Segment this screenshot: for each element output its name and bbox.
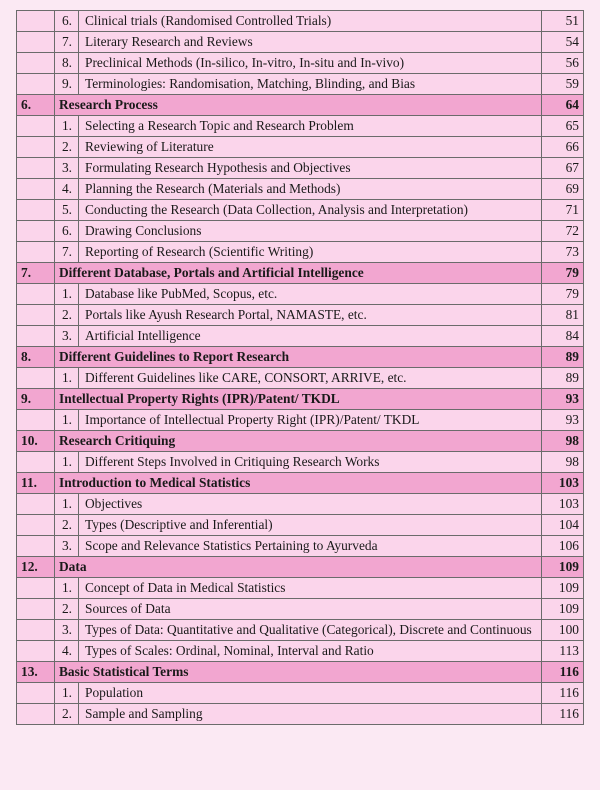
section-number: 8. bbox=[17, 347, 55, 368]
indent-cell bbox=[17, 221, 55, 242]
subsection-title: Drawing Conclusions bbox=[79, 221, 542, 242]
subsection-page: 54 bbox=[542, 32, 584, 53]
subsection-page: 106 bbox=[542, 536, 584, 557]
subsection-page: 67 bbox=[542, 158, 584, 179]
subsection-title: Sources of Data bbox=[79, 599, 542, 620]
subsection-number: 3. bbox=[55, 158, 79, 179]
section-page: 89 bbox=[542, 347, 584, 368]
section-number: 13. bbox=[17, 662, 55, 683]
section-page: 109 bbox=[542, 557, 584, 578]
indent-cell bbox=[17, 242, 55, 263]
toc-subsection-row bbox=[17, 620, 584, 641]
toc-subsection-row bbox=[17, 11, 584, 32]
subsection-page: 51 bbox=[542, 11, 584, 32]
subsection-title: Formulating Research Hypothesis and Objectives bbox=[79, 158, 542, 179]
subsection-number: 2. bbox=[55, 305, 79, 326]
indent-cell bbox=[17, 137, 55, 158]
toc-subsection-row bbox=[17, 410, 584, 431]
toc-subsection-row bbox=[17, 179, 584, 200]
subsection-title: Types of Data: Quantitative and Qualitative (Categorical), Discrete and Continuous bbox=[79, 620, 542, 641]
subsection-title: Types of Scales: Ordinal, Nominal, Interval and Ratio bbox=[79, 641, 542, 662]
indent-cell bbox=[17, 599, 55, 620]
toc-subsection-row bbox=[17, 494, 584, 515]
subsection-page: 93 bbox=[542, 410, 584, 431]
subsection-number: 7. bbox=[55, 242, 79, 263]
section-number: 7. bbox=[17, 263, 55, 284]
toc-section-row bbox=[17, 389, 584, 410]
toc-subsection-row bbox=[17, 116, 584, 137]
section-title: Introduction to Medical Statistics bbox=[55, 473, 542, 494]
subsection-title: Clinical trials (Randomised Controlled Trials) bbox=[79, 11, 542, 32]
toc-subsection-row bbox=[17, 515, 584, 536]
subsection-title: Terminologies: Randomisation, Matching, Blinding, and Bias bbox=[79, 74, 542, 95]
toc-subsection-row bbox=[17, 305, 584, 326]
subsection-page: 89 bbox=[542, 368, 584, 389]
toc-section-row bbox=[17, 557, 584, 578]
subsection-title: Types (Descriptive and Inferential) bbox=[79, 515, 542, 536]
subsection-title: Different Guidelines like CARE, CONSORT, ARRIVE, etc. bbox=[79, 368, 542, 389]
subsection-number: 2. bbox=[55, 599, 79, 620]
subsection-page: 71 bbox=[542, 200, 584, 221]
subsection-title: Database like PubMed, Scopus, etc. bbox=[79, 284, 542, 305]
indent-cell bbox=[17, 641, 55, 662]
indent-cell bbox=[17, 305, 55, 326]
indent-cell bbox=[17, 536, 55, 557]
subsection-page: 72 bbox=[542, 221, 584, 242]
toc-body bbox=[17, 11, 584, 725]
subsection-page: 116 bbox=[542, 704, 584, 725]
subsection-title: Different Steps Involved in Critiquing Research Works bbox=[79, 452, 542, 473]
subsection-title: Reporting of Research (Scientific Writing) bbox=[79, 242, 542, 263]
toc-subsection-row bbox=[17, 137, 584, 158]
subsection-page: 113 bbox=[542, 641, 584, 662]
section-page: 98 bbox=[542, 431, 584, 452]
subsection-page: 100 bbox=[542, 620, 584, 641]
indent-cell bbox=[17, 116, 55, 137]
toc-subsection-row bbox=[17, 683, 584, 704]
subsection-number: 1. bbox=[55, 368, 79, 389]
indent-cell bbox=[17, 410, 55, 431]
subsection-number: 1. bbox=[55, 494, 79, 515]
indent-cell bbox=[17, 200, 55, 221]
toc-subsection-row bbox=[17, 200, 584, 221]
toc-subsection-row bbox=[17, 536, 584, 557]
subsection-page: 103 bbox=[542, 494, 584, 515]
indent-cell bbox=[17, 11, 55, 32]
toc-section-row bbox=[17, 347, 584, 368]
subsection-title: Reviewing of Literature bbox=[79, 137, 542, 158]
indent-cell bbox=[17, 620, 55, 641]
subsection-number: 4. bbox=[55, 179, 79, 200]
subsection-number: 6. bbox=[55, 11, 79, 32]
subsection-number: 4. bbox=[55, 641, 79, 662]
indent-cell bbox=[17, 53, 55, 74]
subsection-number: 2. bbox=[55, 137, 79, 158]
subsection-page: 116 bbox=[542, 683, 584, 704]
subsection-title: Literary Research and Reviews bbox=[79, 32, 542, 53]
subsection-page: 98 bbox=[542, 452, 584, 473]
table-of-contents bbox=[16, 10, 584, 725]
indent-cell bbox=[17, 578, 55, 599]
subsection-number: 1. bbox=[55, 578, 79, 599]
subsection-number: 3. bbox=[55, 536, 79, 557]
section-title: Different Guidelines to Report Research bbox=[55, 347, 542, 368]
toc-subsection-row bbox=[17, 368, 584, 389]
subsection-title: Conducting the Research (Data Collection, Analysis and Interpretation) bbox=[79, 200, 542, 221]
indent-cell bbox=[17, 494, 55, 515]
subsection-title: Selecting a Research Topic and Research Problem bbox=[79, 116, 542, 137]
subsection-title: Portals like Ayush Research Portal, NAMASTE, etc. bbox=[79, 305, 542, 326]
subsection-number: 1. bbox=[55, 284, 79, 305]
section-number: 11. bbox=[17, 473, 55, 494]
section-title: Research Process bbox=[55, 95, 542, 116]
subsection-title: Planning the Research (Materials and Methods) bbox=[79, 179, 542, 200]
subsection-page: 73 bbox=[542, 242, 584, 263]
subsection-title: Importance of Intellectual Property Right (IPR)/Patent/ TKDL bbox=[79, 410, 542, 431]
subsection-number: 2. bbox=[55, 515, 79, 536]
section-page: 103 bbox=[542, 473, 584, 494]
toc-subsection-row bbox=[17, 53, 584, 74]
section-title: Data bbox=[55, 557, 542, 578]
section-page: 79 bbox=[542, 263, 584, 284]
section-number: 9. bbox=[17, 389, 55, 410]
toc-subsection-row bbox=[17, 32, 584, 53]
toc-section-row bbox=[17, 473, 584, 494]
section-page: 64 bbox=[542, 95, 584, 116]
subsection-page: 66 bbox=[542, 137, 584, 158]
subsection-number: 1. bbox=[55, 116, 79, 137]
subsection-page: 84 bbox=[542, 326, 584, 347]
section-page: 93 bbox=[542, 389, 584, 410]
indent-cell bbox=[17, 515, 55, 536]
subsection-number: 1. bbox=[55, 683, 79, 704]
toc-subsection-row bbox=[17, 452, 584, 473]
toc-subsection-row bbox=[17, 284, 584, 305]
subsection-page: 79 bbox=[542, 284, 584, 305]
indent-cell bbox=[17, 179, 55, 200]
indent-cell bbox=[17, 326, 55, 347]
subsection-title: Artificial Intelligence bbox=[79, 326, 542, 347]
subsection-title: Sample and Sampling bbox=[79, 704, 542, 725]
toc-section-row bbox=[17, 95, 584, 116]
toc-subsection-row bbox=[17, 242, 584, 263]
subsection-title: Concept of Data in Medical Statistics bbox=[79, 578, 542, 599]
indent-cell bbox=[17, 284, 55, 305]
subsection-page: 59 bbox=[542, 74, 584, 95]
section-page: 116 bbox=[542, 662, 584, 683]
toc-subsection-row bbox=[17, 326, 584, 347]
section-number: 10. bbox=[17, 431, 55, 452]
indent-cell bbox=[17, 158, 55, 179]
toc-subsection-row bbox=[17, 221, 584, 242]
toc-subsection-row bbox=[17, 641, 584, 662]
section-number: 12. bbox=[17, 557, 55, 578]
indent-cell bbox=[17, 704, 55, 725]
section-title: Research Critiquing bbox=[55, 431, 542, 452]
section-number: 6. bbox=[17, 95, 55, 116]
subsection-number: 7. bbox=[55, 32, 79, 53]
subsection-page: 109 bbox=[542, 578, 584, 599]
subsection-number: 1. bbox=[55, 410, 79, 431]
toc-subsection-row bbox=[17, 158, 584, 179]
indent-cell bbox=[17, 683, 55, 704]
toc-subsection-row bbox=[17, 599, 584, 620]
indent-cell bbox=[17, 32, 55, 53]
subsection-page: 109 bbox=[542, 599, 584, 620]
subsection-number: 1. bbox=[55, 452, 79, 473]
subsection-number: 3. bbox=[55, 326, 79, 347]
subsection-number: 2. bbox=[55, 704, 79, 725]
subsection-title: Preclinical Methods (In-silico, In-vitro, In-situ and In-vivo) bbox=[79, 53, 542, 74]
toc-subsection-row bbox=[17, 704, 584, 725]
toc-subsection-row bbox=[17, 578, 584, 599]
subsection-number: 6. bbox=[55, 221, 79, 242]
indent-cell bbox=[17, 368, 55, 389]
subsection-page: 104 bbox=[542, 515, 584, 536]
subsection-number: 8. bbox=[55, 53, 79, 74]
indent-cell bbox=[17, 452, 55, 473]
subsection-title: Objectives bbox=[79, 494, 542, 515]
toc-section-row bbox=[17, 662, 584, 683]
subsection-number: 5. bbox=[55, 200, 79, 221]
subsection-page: 69 bbox=[542, 179, 584, 200]
subsection-number: 3. bbox=[55, 620, 79, 641]
section-title: Intellectual Property Rights (IPR)/Patent/ TKDL bbox=[55, 389, 542, 410]
subsection-page: 65 bbox=[542, 116, 584, 137]
subsection-page: 81 bbox=[542, 305, 584, 326]
indent-cell bbox=[17, 74, 55, 95]
section-title: Basic Statistical Terms bbox=[55, 662, 542, 683]
toc-subsection-row bbox=[17, 74, 584, 95]
subsection-number: 9. bbox=[55, 74, 79, 95]
subsection-page: 56 bbox=[542, 53, 584, 74]
toc-section-row bbox=[17, 431, 584, 452]
section-title: Different Database, Portals and Artificial Intelligence bbox=[55, 263, 542, 284]
subsection-title: Population bbox=[79, 683, 542, 704]
subsection-title: Scope and Relevance Statistics Pertaining to Ayurveda bbox=[79, 536, 542, 557]
toc-section-row bbox=[17, 263, 584, 284]
